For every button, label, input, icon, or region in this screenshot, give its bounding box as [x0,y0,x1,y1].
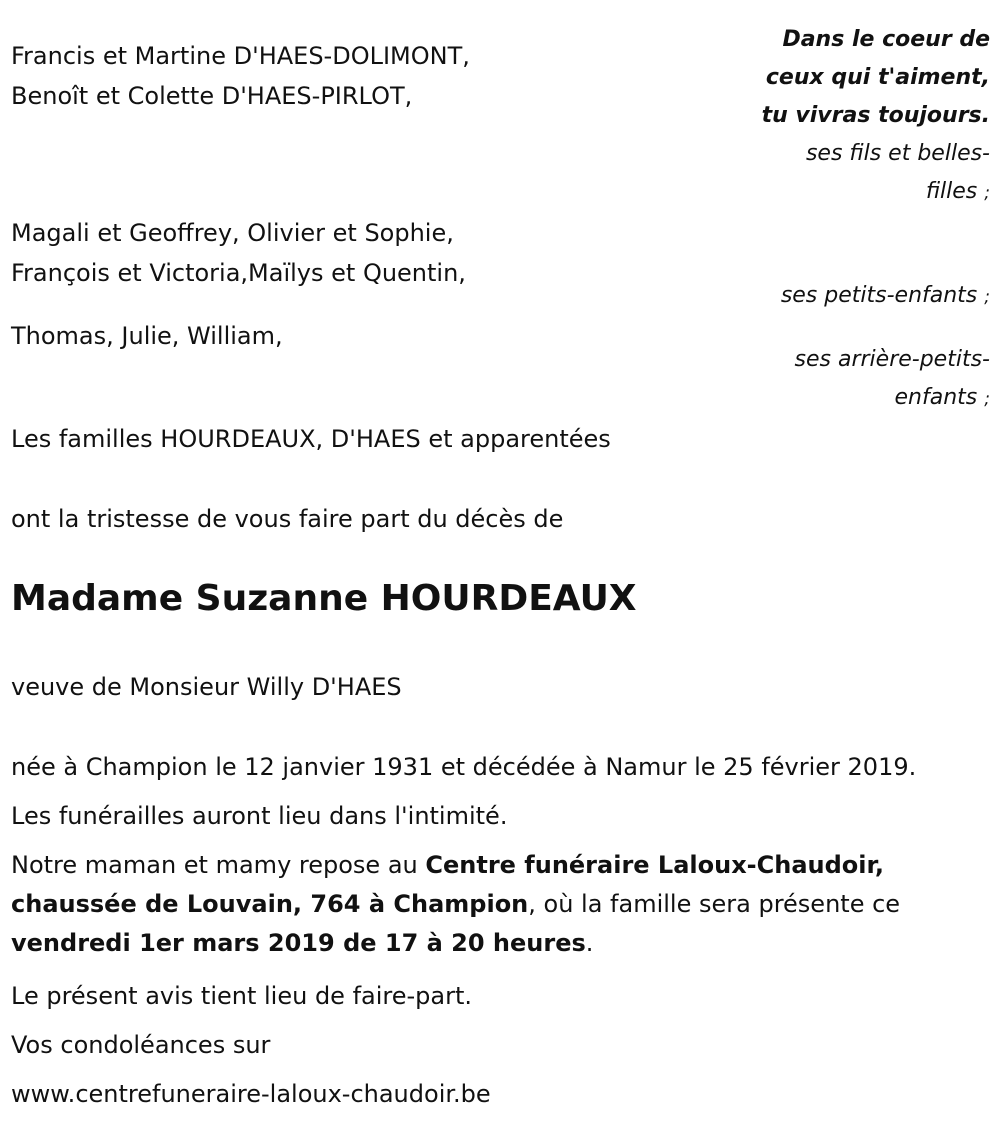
role-great-line-1: ses arrière-petits- [794,347,990,372]
birth-death: née à Champion le 12 janvier 1931 et décédée à Namur le 25 février 2019. [11,753,917,781]
repose-paragraph: Notre maman et mamy repose au Centre funéraire Laloux-Chaudoir, chaussée de Louvain, 764 à Champion, où la famille sera présente ce vendredi 1er mars 2019 de 17 à 20 heures. [11,851,901,957]
grandchildren-line-1: Magali et Geoffrey, Olivier et Sophie, [11,219,454,247]
role-sons-line-1: ses fils et belles- [805,141,990,166]
epigraph-line-1: Dans le coeur de [782,27,990,52]
condolences-line: Vos condoléances sur [11,1031,271,1059]
deceased-name: Madame Suzanne HOURDEAUX [11,578,637,619]
repose-time: vendredi 1er mars 2019 de 17 à 20 heures [11,929,586,957]
great-grandchildren: Thomas, Julie, William, [11,322,283,350]
epigraph-line-2: ceux qui t'aiment, [765,65,990,90]
funeral-info: Les funérailles auront lieu dans l'intimité. [11,802,508,830]
sons-line-2: Benoît et Colette D'HAES-PIRLOT, [11,82,413,110]
repose-place: Centre funéraire Laloux-Chaudoir, chaussée de Louvain, 764 à Champion [11,851,884,918]
notice-line: Le présent avis tient lieu de faire-part. [11,982,473,1010]
widow-of: veuve de Monsieur Willy D'HAES [11,673,402,701]
role-grandchildren: ses petits-enfants ; [780,283,990,308]
sons-line-1: Francis et Martine D'HAES-DOLIMONT, [11,42,470,70]
grandchildren-line-2: François et Victoria,Maïlys et Quentin, [11,259,466,287]
epigraph-line-3: tu vivras toujours. [761,103,990,128]
families-line: Les familles HOURDEAUX, D'HAES et apparentées [11,425,611,453]
announcement: ont la tristesse de vous faire part du décès de [11,505,564,533]
website-link[interactable]: www.centrefuneraire-laloux-chaudoir.be [11,1080,491,1108]
role-sons-line-2: filles ; [925,179,990,204]
role-great-line-2: enfants ; [894,385,990,410]
